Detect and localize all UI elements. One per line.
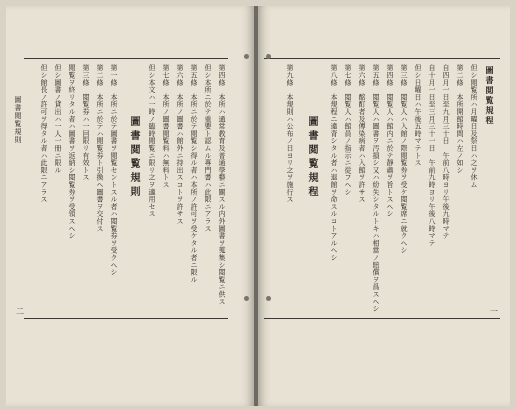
binding-hole xyxy=(244,296,249,301)
left-column: 但シ圖書ノ貸出ハ一人一冊ニ限ル xyxy=(54,64,62,174)
left-column: 第一條 本所ニ於テ圖書ヲ閲覧セントスル者ハ閲覧券ヲ受クヘシ xyxy=(110,64,118,276)
right-column: 第三條 閲覧人ハ入館ノ際閲覧券ヲ受ケ閲覧席ニ就クヘシ xyxy=(400,64,408,254)
right-column: 第二條 本所開館時間ハ左ノ如シ xyxy=(456,64,464,174)
binding-hole xyxy=(266,296,271,301)
right-column: 第四條 閲覧人ハ館内ニ於テ靜肅ヲ旨トスヘシ xyxy=(386,64,394,218)
right-column: 自十月一日至三月三十一日 午前九時ヨリ午後八時マテ xyxy=(428,64,436,247)
left-column: 第四條 本所ハ通常教育及普通學藝ニ關スル内外圖書ヲ蒐集シ閲覧ニ供ス xyxy=(218,64,226,305)
left-column: 第三條 閲覧券ハ一回限リ有效トス xyxy=(82,64,90,181)
right-page xyxy=(258,6,510,406)
right-page-number: 一 xyxy=(490,307,498,316)
right-section-title: 圖書閲覧規程 xyxy=(306,116,317,200)
right-column: 自四月一日至九月三十日 午前八時ヨリ午後九時マテ xyxy=(442,64,450,240)
left-column: 閲覧ヲ終リタル者ハ圖書ヲ返納シ閲覧券ヲ受領スヘシ xyxy=(68,64,76,240)
right-border-top xyxy=(264,58,500,59)
right-column: 第七條 閲覧人ハ館員ノ指示ニ從フヘシ xyxy=(344,64,352,196)
right-header: 圖書閲覧規程 xyxy=(485,66,495,126)
left-page-number: 二 xyxy=(16,307,24,316)
right-column: 第六條 酩酊者及傳染病者ハ入館ヲ許サス xyxy=(358,64,366,203)
left-column: 第七條 本所ノ圖書閲覧料ハ無料トス xyxy=(162,64,170,189)
left-column: 但シ本所ニ於テ重要ト認ムル專門書ハ此限ニアラス xyxy=(204,64,212,232)
right-column: 但シ日曜日ハ午後五時マテトス xyxy=(414,64,422,167)
right-column: 第八條 本規程ニ違背シタル者ハ退館ヲ命スルコトアルヘシ xyxy=(330,64,338,262)
left-side-title: 圖書閲覧規則 xyxy=(14,96,22,144)
binding-hole xyxy=(266,54,271,59)
left-column: 但シ館長ノ許可ヲ得タル者ハ此限ニアラス xyxy=(40,64,48,203)
left-column: 第二條 本所ニ於テハ閲覧券ト引換ヘ圖書ヲ交付ス xyxy=(96,64,104,232)
left-column: 但シ本文ハ一時ノ臨時閲覧ニ限リ之ヲ適用セス xyxy=(148,64,156,218)
right-column: 第五條 閲覧人ハ圖書ヲ汚損シ又ハ紛失シタルトキハ相當ノ賠償ヲ爲スヘシ xyxy=(372,64,380,313)
left-border-top xyxy=(24,58,228,59)
left-border-bottom xyxy=(24,318,228,319)
left-section-title: 圖書閲覧規則 xyxy=(128,116,139,200)
left-column: 第五條 本所ニ於テ閲覧シ得ル者ハ本所ノ許可ヲ受ケタル者ニ限ル xyxy=(190,64,198,283)
left-column: 第六條 本所ノ圖書ハ館外ニ持出スコトヲ許サス xyxy=(176,64,184,225)
right-column: 但シ閲覧所ハ月曜日及祭日ハ之ヲ休ム xyxy=(470,64,478,189)
right-column: 第九條 本規則ハ公布ノ日ヨリ之ヲ施行ス xyxy=(286,64,294,203)
right-border-bottom xyxy=(264,318,500,319)
left-page xyxy=(6,6,254,406)
binding-hole xyxy=(244,54,249,59)
